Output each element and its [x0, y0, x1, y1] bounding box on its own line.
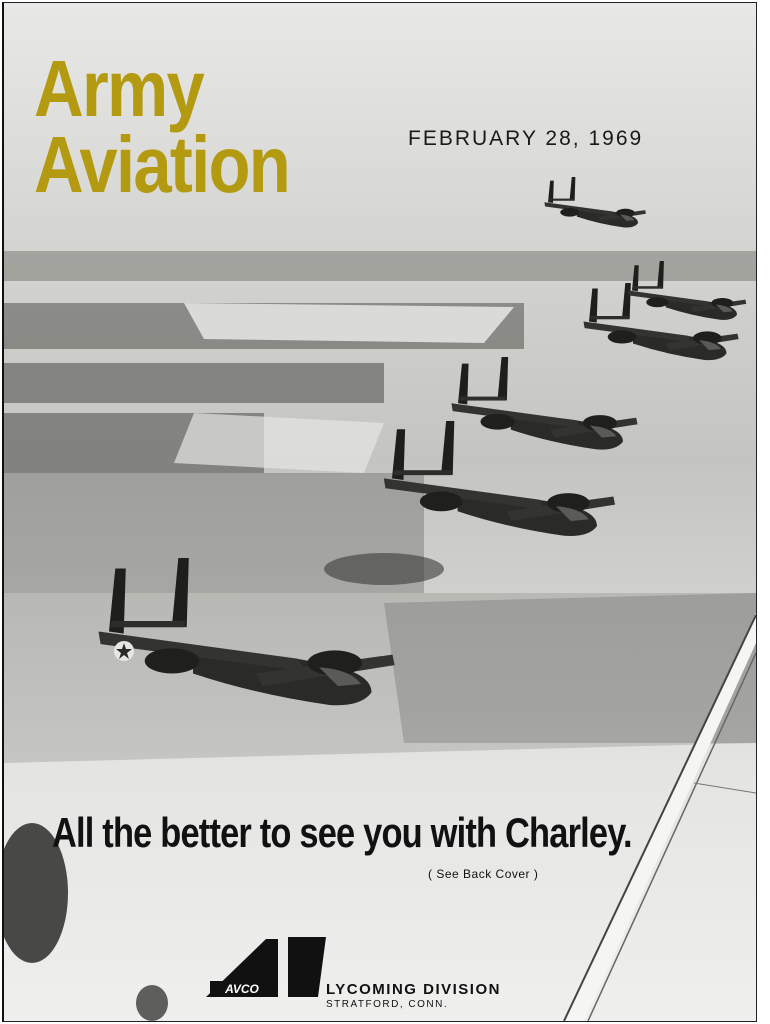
title-line-army: Army — [34, 44, 204, 133]
back-cover-note: ( See Back Cover ) — [428, 867, 539, 881]
issue-date: FEBRUARY 28, 1969 — [408, 127, 644, 150]
title-line-aviation: Aviation — [34, 120, 290, 209]
magazine-cover — [2, 2, 757, 1022]
avco-logo-text: AVCO — [225, 982, 259, 996]
division-name: LYCOMING DIVISION — [326, 981, 501, 998]
magazine-title — [34, 44, 290, 209]
cover-headline: All the better to see you with Charley. — [52, 809, 632, 856]
division-location: STRATFORD, CONN. — [326, 999, 449, 1010]
avco-logo — [206, 937, 330, 999]
